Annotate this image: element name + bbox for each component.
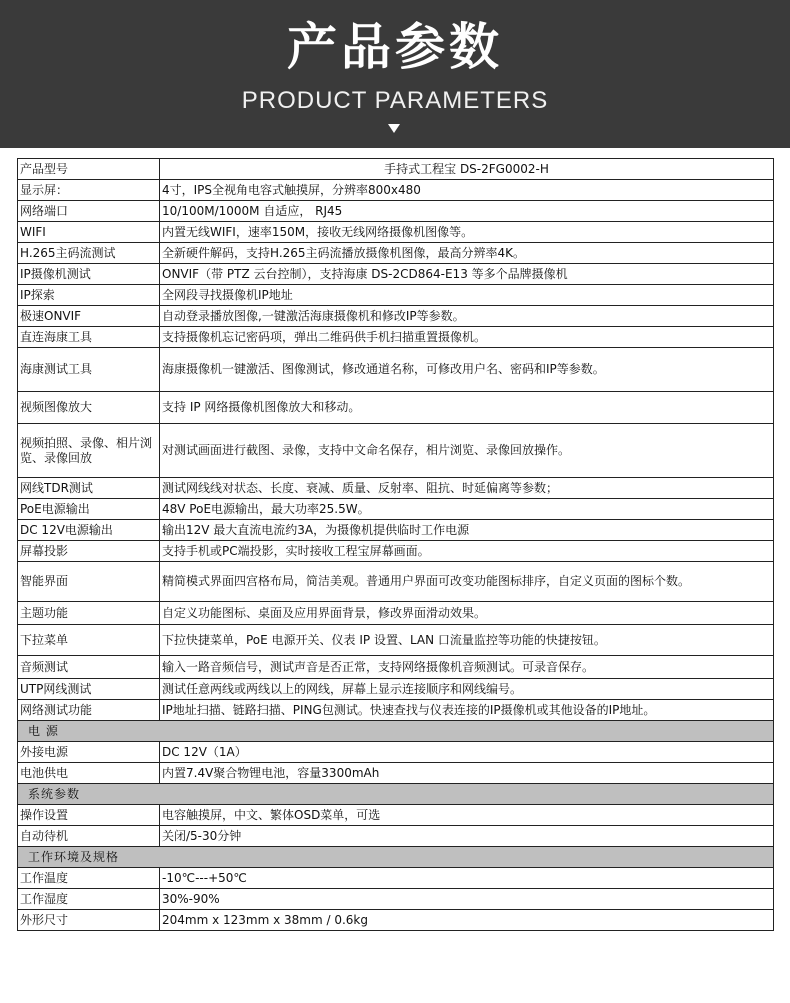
table-row — [18, 180, 774, 201]
spec-value: ONVIF（带 PTZ 云台控制），支持海康 DS-2CD864-E13 等多个品牌摄像机 — [160, 264, 774, 285]
table-row — [18, 520, 774, 541]
spec-value: 电容触摸屏，中文、繁体OSD菜单，可选 — [160, 805, 774, 826]
table-row — [18, 264, 774, 285]
spec-value: 对测试画面进行截图、录像，支持中文命名保存，相片浏览、录像回放操作。 — [160, 424, 774, 478]
spec-key: 工作温度 — [18, 868, 160, 889]
spec-key: 主题功能 — [18, 602, 160, 625]
table-row — [18, 679, 774, 700]
spec-key: IP摄像机测试 — [18, 264, 160, 285]
spec-value: 10/100M/1000M 自适应， RJ45 — [160, 201, 774, 222]
spec-value: 48V PoE电源输出，最大功率25.5W。 — [160, 499, 774, 520]
spec-value: 输入一路音频信号，测试声音是否正常，支持网络摄像机音频测试。可录音保存。 — [160, 656, 774, 679]
spec-key: 产品型号 — [18, 159, 160, 180]
table-row — [18, 656, 774, 679]
section-header-environment — [18, 847, 774, 868]
spec-key: UTP网线测试 — [18, 679, 160, 700]
spec-key: 网线TDR测试 — [18, 478, 160, 499]
spec-value: -10℃---+50℃ — [160, 868, 774, 889]
table-row — [18, 763, 774, 784]
spec-key: 直连海康工具 — [18, 327, 160, 348]
table-row — [18, 700, 774, 721]
section-title: 工作环境及规格 — [18, 847, 774, 868]
section-title: 电 源 — [18, 721, 774, 742]
spec-key: 自动待机 — [18, 826, 160, 847]
spec-key: 极速ONVIF — [18, 306, 160, 327]
spec-key: 电池供电 — [18, 763, 160, 784]
spec-key: 网络端口 — [18, 201, 160, 222]
spec-value: 30%-90% — [160, 889, 774, 910]
spec-value: 自定义功能图标、桌面及应用界面背景，修改界面滑动效果。 — [160, 602, 774, 625]
table-row — [18, 805, 774, 826]
spec-value: 支持手机或PC端投影，实时接收工程宝屏幕画面。 — [160, 541, 774, 562]
spec-key: 视频拍照、录像、相片浏览、录像回放 — [18, 424, 160, 478]
page-subtitle: PRODUCT PARAMETERS — [241, 87, 549, 114]
spec-value: 下拉快捷菜单，PoE 电源开关、仪表 IP 设置、LAN 口流量监控等功能的快捷按钮。 — [160, 625, 774, 656]
spec-key: 视频图像放大 — [18, 392, 160, 424]
spec-value: DC 12V（1A） — [160, 742, 774, 763]
spec-key: 智能界面 — [18, 562, 160, 602]
spec-value: 全网段寻找摄像机IP地址 — [160, 285, 774, 306]
table-row — [18, 499, 774, 520]
spec-value: 输出12V 最大直流电流约3A，为摄像机提供临时工作电源 — [160, 520, 774, 541]
header-banner — [0, 0, 790, 148]
table-row — [18, 602, 774, 625]
section-header-power — [18, 721, 774, 742]
table-row — [18, 910, 774, 931]
spec-value: 204mm x 123mm x 38mm / 0.6kg — [160, 910, 774, 931]
table-row — [18, 285, 774, 306]
table-row — [18, 478, 774, 499]
spec-key: 显示屏： — [18, 180, 160, 201]
spec-key: 下拉菜单 — [18, 625, 160, 656]
spec-value: 手持式工程宝 DS-2FG0002-H — [160, 159, 774, 180]
spec-value: 支持 IP 网络摄像机图像放大和移动。 — [160, 392, 774, 424]
spec-value: 海康摄像机一键激活、图像测试，修改通道名称，可修改用户名、密码和IP等参数。 — [160, 348, 774, 392]
spec-key: 海康测试工具 — [18, 348, 160, 392]
section-header-system — [18, 784, 774, 805]
spec-value: 4寸，IPS全视角电容式触摸屏，分辨率800x480 — [160, 180, 774, 201]
spec-key: 屏幕投影 — [18, 541, 160, 562]
page-title: 产品参数 — [287, 18, 503, 76]
spec-value: 内置无线WIFI，速率150M，接收无线网络摄像机图像等。 — [160, 222, 774, 243]
spec-value: 精简模式界面四宫格布局，简洁美观。普通用户界面可改变功能图标排序，自定义页面的图标个数。 — [160, 562, 774, 602]
table-row — [18, 159, 774, 180]
table-row — [18, 826, 774, 847]
table-row — [18, 392, 774, 424]
table-row — [18, 541, 774, 562]
section-title: 系统参数 — [18, 784, 774, 805]
spec-key: 音频测试 — [18, 656, 160, 679]
table-row — [18, 625, 774, 656]
spec-key: 外形尺寸 — [18, 910, 160, 931]
spec-value: 自动登录播放图像,一键激活海康摄像机和修改IP等参数。 — [160, 306, 774, 327]
table-row — [18, 889, 774, 910]
spec-value: 关闭/5-30分钟 — [160, 826, 774, 847]
spec-value: 内置7.4V聚合物锂电池，容量3300mAh — [160, 763, 774, 784]
spec-value: 测试任意两线或两线以上的网线，屏幕上显示连接顺序和网线编号。 — [160, 679, 774, 700]
table-row — [18, 742, 774, 763]
spec-key: 外接电源 — [18, 742, 160, 763]
spec-key: PoE电源输出 — [18, 499, 160, 520]
spec-key: 工作湿度 — [18, 889, 160, 910]
spec-key: WIFI — [18, 222, 160, 243]
table-row — [18, 201, 774, 222]
table-row — [18, 424, 774, 478]
table-row — [18, 868, 774, 889]
table-row — [18, 222, 774, 243]
spec-value: 测试网线线对状态、长度、衰减、质量、反射率、阻抗、时延偏离等参数； — [160, 478, 774, 499]
table-row — [18, 243, 774, 264]
table-row — [18, 562, 774, 602]
table-row — [18, 327, 774, 348]
spec-key: 网络测试功能 — [18, 700, 160, 721]
spec-key: H.265主码流测试 — [18, 243, 160, 264]
triangle-down-icon — [388, 124, 400, 133]
spec-key: IP探索 — [18, 285, 160, 306]
spec-key: DC 12V电源输出 — [18, 520, 160, 541]
spec-value: 全新硬件解码，支持H.265主码流播放摄像机图像，最高分辨率4K。 — [160, 243, 774, 264]
table-row — [18, 306, 774, 327]
table-row — [18, 348, 774, 392]
spec-value: IP地址扫描、链路扫描、PING包测试。快速查找与仪表连接的IP摄像机或其他设备的IP地址。 — [160, 700, 774, 721]
spec-key: 操作设置 — [18, 805, 160, 826]
spec-table — [17, 158, 774, 931]
spec-value: 支持摄像机忘记密码项，弹出二维码供手机扫描重置摄像机。 — [160, 327, 774, 348]
